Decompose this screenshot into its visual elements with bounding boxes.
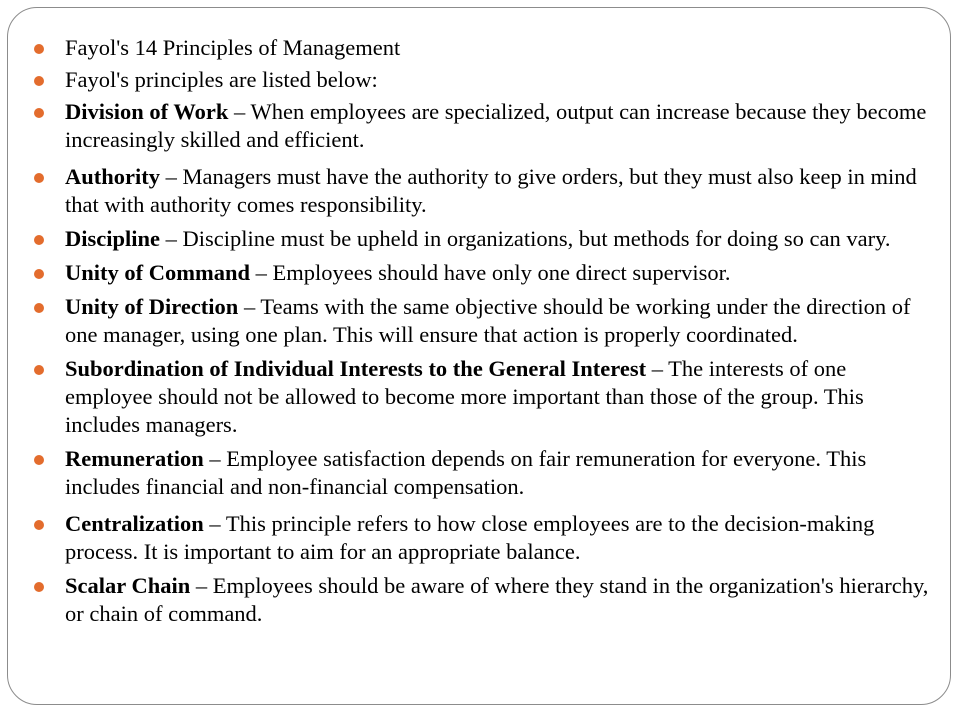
- list-item: [32, 163, 937, 219]
- bullet-icon: [34, 269, 44, 279]
- principles-list: [32, 34, 937, 628]
- bullet-icon: [34, 235, 44, 245]
- bullet-icon: [34, 365, 44, 375]
- item-term: Unity of Direction: [65, 294, 239, 319]
- bullet-icon: [34, 520, 44, 530]
- list-item: [32, 225, 937, 253]
- list-item: [32, 293, 937, 349]
- list-item: [32, 259, 937, 287]
- item-term: Remuneration: [65, 446, 204, 471]
- item-text: Fayol's principles are listed below:: [65, 67, 378, 92]
- bullet-icon: [34, 455, 44, 465]
- item-text: – Managers must have the authority to give orders, but they must also keep in mind that with authority comes responsibility.: [65, 164, 917, 217]
- list-item: [32, 510, 937, 566]
- item-text: – Employees should have only one direct supervisor.: [250, 260, 731, 285]
- item-term: Scalar Chain: [65, 573, 191, 598]
- bullet-icon: [34, 582, 44, 592]
- item-term: Centralization: [65, 511, 204, 536]
- item-term: Division of Work: [65, 99, 229, 124]
- bullet-icon: [34, 303, 44, 313]
- list-item: [32, 572, 937, 628]
- item-text: – When employees are specialized, output can increase because they become increasingly skilled and efficient.: [65, 99, 927, 152]
- list-item: [32, 445, 937, 501]
- item-text: – Employee satisfaction depends on fair remuneration for everyone. This includes financial and non-financial compensation.: [65, 446, 867, 499]
- item-term: Discipline: [65, 226, 161, 251]
- item-text: – Teams with the same objective should be working under the direction of one manager, using one plan. This will ensure that action is properly coordinated.: [65, 294, 911, 347]
- item-text: – The interests of one employee should not be allowed to become more important than those of the group. This includes managers.: [65, 356, 864, 437]
- slide-frame: [7, 7, 951, 705]
- item-term: Authority: [65, 164, 160, 189]
- item-term: Unity of Command: [65, 260, 251, 285]
- list-item: [32, 66, 937, 94]
- item-text: – Employees should be aware of where they stand in the organization's hierarchy, or chain of command.: [65, 573, 929, 626]
- list-item: [32, 34, 937, 62]
- bullet-icon: [34, 173, 44, 183]
- item-text: – This principle refers to how close employees are to the decision-making process. It is important to aim for an appropriate balance.: [65, 511, 875, 564]
- list-item: [32, 355, 937, 439]
- item-text: – Discipline must be upheld in organizations, but methods for doing so can vary.: [160, 226, 891, 251]
- item-text: Fayol's 14 Principles of Management: [65, 35, 401, 60]
- bullet-icon: [34, 76, 44, 86]
- bullet-icon: [34, 44, 44, 54]
- bullet-icon: [34, 108, 44, 118]
- list-item: [32, 98, 937, 154]
- item-term: Subordination of Individual Interests to the General Interest: [65, 356, 647, 381]
